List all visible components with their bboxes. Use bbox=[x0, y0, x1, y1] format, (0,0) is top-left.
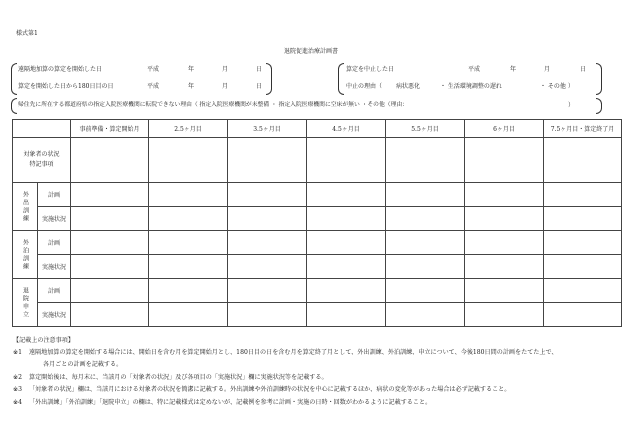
actual-cell[interactable] bbox=[149, 255, 228, 279]
page-title: 退院促進治療計画書 bbox=[284, 48, 339, 55]
header-cell: 3.5ヶ月目 bbox=[228, 120, 307, 138]
plan-cell[interactable] bbox=[386, 279, 465, 303]
plan-cell[interactable] bbox=[307, 183, 386, 207]
stop-era: 平成 bbox=[468, 66, 481, 73]
table-row bbox=[13, 303, 622, 327]
day180-era: 平成 bbox=[147, 83, 160, 90]
transfer-left-bracket bbox=[11, 98, 17, 114]
table-row bbox=[13, 183, 622, 207]
day180-month-unit: 月 bbox=[222, 83, 229, 90]
stop-reason-illness: 病状悪化 bbox=[396, 83, 421, 90]
header-cell: 4.5ヶ月目 bbox=[307, 120, 386, 138]
stop-month-unit: 月 bbox=[544, 66, 551, 73]
plan-cell[interactable] bbox=[71, 183, 149, 207]
actual-cell[interactable] bbox=[386, 303, 465, 327]
plan-label: 計画 bbox=[38, 183, 71, 207]
day180-day-unit: 日 bbox=[256, 83, 263, 90]
transfer-reason-text: 帰住先に所在する都道府県の指定入院医療機関に転院できない理由（ 指定入院医療機関が未整備 ・ 指定入院医療機関に空床が無い ・その他（理由： bbox=[18, 102, 408, 108]
header-cell: 6ヶ月目 bbox=[465, 120, 544, 138]
note-text: 「対象者の状況」欄は、当該月における対象者の状況を簡潔に記載する。外出訓練や外泊訓練時の状況を中心に記載するほか、病状の変化等があった場合は必ず記載すること。 bbox=[29, 386, 511, 393]
status-cell[interactable] bbox=[71, 138, 149, 183]
plan-label: 計画 bbox=[38, 279, 71, 303]
corner-cell bbox=[13, 120, 71, 138]
status-row bbox=[13, 138, 622, 183]
status-cell[interactable] bbox=[544, 138, 622, 183]
plan-cell[interactable] bbox=[544, 231, 622, 255]
start-date-label: 遠隔地加算の算定を開始した日 bbox=[18, 66, 103, 73]
actual-cell[interactable] bbox=[71, 207, 149, 231]
status-label-line2: 特記事項 bbox=[29, 161, 54, 168]
stop-reason-prefix: 中止の理由（ bbox=[346, 83, 383, 90]
actual-cell[interactable] bbox=[544, 303, 622, 327]
plan-cell[interactable] bbox=[71, 279, 149, 303]
group-label-overnight bbox=[13, 231, 38, 279]
note-text: 算定開始後は、毎月末に、当該月の「対象者の状況」及び各項目の「実施状況」欄に実施状況等を記載する。 bbox=[29, 374, 328, 381]
treatment-plan-table bbox=[12, 119, 622, 327]
plan-cell[interactable] bbox=[228, 183, 307, 207]
actual-cell[interactable] bbox=[307, 255, 386, 279]
status-cell[interactable] bbox=[386, 138, 465, 183]
group-name: 外泊訓練 bbox=[21, 238, 29, 271]
status-cell[interactable] bbox=[149, 138, 228, 183]
start-era: 平成 bbox=[147, 66, 160, 73]
header-cell: 事前準備・算定開始月 bbox=[71, 120, 149, 138]
stop-reason-other: ・ その他 ） bbox=[540, 83, 574, 90]
header-cell: 2.5ヶ月目 bbox=[149, 120, 228, 138]
transfer-reason-close: ） bbox=[568, 102, 575, 109]
notes-heading: 【記載上の注意事項】 bbox=[13, 337, 74, 344]
plan-cell[interactable] bbox=[307, 231, 386, 255]
status-row-label bbox=[13, 138, 71, 183]
stop-reason-environment: ・ 生活環境調整の遅れ bbox=[440, 83, 502, 90]
plan-cell[interactable] bbox=[149, 183, 228, 207]
plan-cell[interactable] bbox=[149, 231, 228, 255]
plan-cell[interactable] bbox=[149, 279, 228, 303]
stop-day-unit: 日 bbox=[580, 66, 587, 73]
note-mark: ※1 bbox=[13, 349, 22, 356]
start-box-right-bracket bbox=[266, 63, 272, 95]
note-mark: ※3 bbox=[13, 386, 22, 393]
actual-cell[interactable] bbox=[71, 303, 149, 327]
plan-cell[interactable] bbox=[307, 279, 386, 303]
actual-cell[interactable] bbox=[228, 255, 307, 279]
actual-cell[interactable] bbox=[71, 255, 149, 279]
actual-cell[interactable] bbox=[149, 207, 228, 231]
status-cell[interactable] bbox=[307, 138, 386, 183]
transfer-right-bracket bbox=[596, 98, 602, 114]
actual-label: 実施状況 bbox=[38, 303, 71, 327]
start-year-unit: 年 bbox=[188, 66, 195, 73]
actual-cell[interactable] bbox=[544, 255, 622, 279]
start-day-unit: 日 bbox=[256, 66, 263, 73]
note-text: 「外出訓練」「外泊訓練」「退院申立」の欄は、特に記載様式は定めないが、記載例を参考に計画・実施の日時・回数がわかるように記載すること。 bbox=[29, 399, 432, 406]
plan-cell[interactable] bbox=[544, 183, 622, 207]
actual-label: 実施状況 bbox=[38, 255, 71, 279]
actual-cell[interactable] bbox=[386, 255, 465, 279]
start-month-unit: 月 bbox=[222, 66, 229, 73]
plan-cell[interactable] bbox=[71, 231, 149, 255]
note-text: 各月ごとの計画を記載する。 bbox=[43, 361, 123, 368]
actual-cell[interactable] bbox=[307, 207, 386, 231]
actual-cell[interactable] bbox=[465, 255, 544, 279]
actual-cell[interactable] bbox=[465, 207, 544, 231]
plan-cell[interactable] bbox=[465, 231, 544, 255]
actual-cell[interactable] bbox=[544, 207, 622, 231]
table-header-row bbox=[13, 120, 622, 138]
plan-cell[interactable] bbox=[465, 279, 544, 303]
table-row bbox=[13, 279, 622, 303]
table-row bbox=[13, 255, 622, 279]
day180-year-unit: 年 bbox=[188, 83, 195, 90]
note-mark: ※2 bbox=[13, 374, 22, 381]
actual-label: 実施状況 bbox=[38, 207, 71, 231]
plan-cell[interactable] bbox=[386, 231, 465, 255]
actual-cell[interactable] bbox=[386, 207, 465, 231]
group-name: 外出訓練 bbox=[21, 190, 29, 223]
status-cell[interactable] bbox=[228, 138, 307, 183]
actual-cell[interactable] bbox=[228, 207, 307, 231]
note-text: 遠隔地加算の算定を開始する場合には、開始日を含む月を算定開始月とし、180日目の日を含む月を算定終了月として、外出訓練、外泊訓練、申立について、今後180日間の計画をたてた上で、 bbox=[29, 349, 558, 356]
actual-cell[interactable] bbox=[149, 303, 228, 327]
group-label-discharge bbox=[13, 279, 38, 327]
stop-box-left-bracket bbox=[338, 63, 344, 95]
plan-cell[interactable] bbox=[544, 279, 622, 303]
group-label-outing bbox=[13, 183, 38, 231]
actual-cell[interactable] bbox=[228, 303, 307, 327]
plan-cell[interactable] bbox=[386, 183, 465, 207]
header-cell: 5.5ヶ月目 bbox=[386, 120, 465, 138]
form-number: 様式第1 bbox=[16, 30, 38, 37]
stop-year-unit: 年 bbox=[510, 66, 517, 73]
stop-date-label: 算定を中止した日 bbox=[346, 66, 395, 73]
header-cell: 7.5ヶ月目・算定終了月 bbox=[544, 120, 622, 138]
stop-box-right-bracket bbox=[596, 63, 602, 95]
status-cell[interactable] bbox=[465, 138, 544, 183]
actual-cell[interactable] bbox=[465, 303, 544, 327]
plan-label: 計画 bbox=[38, 231, 71, 255]
actual-cell[interactable] bbox=[307, 303, 386, 327]
group-name: 退院申立 bbox=[21, 286, 29, 319]
status-label-line1: 対象者の状況 bbox=[23, 150, 60, 158]
note-mark: ※4 bbox=[13, 399, 22, 406]
plan-cell[interactable] bbox=[228, 279, 307, 303]
plan-cell[interactable] bbox=[465, 183, 544, 207]
start-box-left-bracket bbox=[11, 63, 17, 95]
day180-label: 算定を開始した日から180日目の日 bbox=[18, 83, 114, 90]
table-row bbox=[13, 231, 622, 255]
table-row bbox=[13, 207, 622, 231]
plan-cell[interactable] bbox=[228, 231, 307, 255]
